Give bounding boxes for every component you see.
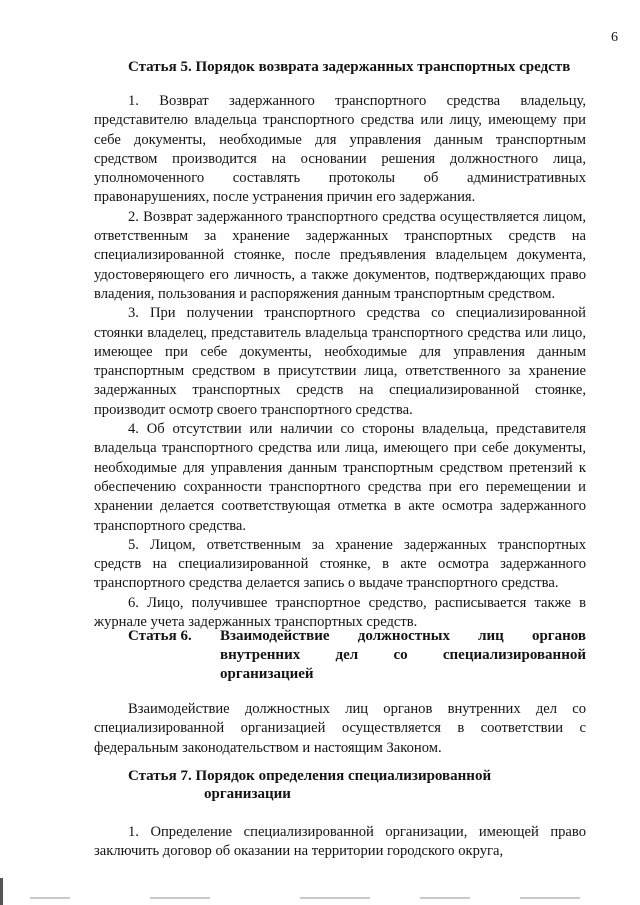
article-7-heading-line-2: организации (204, 786, 291, 802)
article-5-body (94, 92, 586, 632)
article-5-paragraph-1: 1. Возврат задержанного транспортного средства владельцу, представителю владельца транспортного средства или лицу, имеющему при себе документы, необходимые для управления данным транспортным средством производится на основании решения должностного лица, уполномоченного составлять протоколы об административных правонарушениях, после устранения причин его задержания. (94, 93, 586, 206)
article-7-body (94, 823, 586, 862)
article-5-paragraph-6: 6. Лицо, получившее транспортное средство, расписывается также в журнале учета задержанных транспортных средств. (94, 594, 586, 631)
article-7-heading-line-1: Статья 7. Порядок определения специализированной (128, 768, 492, 784)
scan-edge-dash (300, 897, 370, 899)
article-5-paragraph-3: 3. При получении транспортного средства со специализированной стоянки владелец, представитель владельца транспортного средства или лицо, имеющее при себе документы, необходимые для управления данным транспортным средством в присутствии лица, ответственного за хранение задержанных транспортных средств на специализированной стоянке, производит осмотр своего транспортного средства. (94, 305, 586, 418)
page-number: 6 (611, 30, 618, 45)
article-7-paragraph-1: 1. Определение специализированной организации, имеющей право заключить договор об оказании на территории городского округа, (94, 824, 586, 860)
article-5-paragraph-4: 4. Об отсутствии или наличии со стороны владельца, представителя владельца транспортного средства или лица, имеющего при себе документы, необходимые для управления данным транспортным средством претензий к обеспечению сохранности транспортного средства при его перемещении и хранении делается соответствующая отметка в акте осмотра задержанного транспортного средства. (94, 421, 586, 534)
article-7-heading (128, 767, 548, 803)
scan-edge-dash (520, 897, 580, 899)
scan-edge-dash (420, 897, 470, 899)
article-6-body (94, 700, 586, 758)
article-6-title: Взаимодействие должностных лиц органов внутренних дел со специализированной организацией (220, 628, 586, 682)
article-5-paragraph-5: 5. Лицом, ответственным за хранение задержанных транспортных средств на специализированной стоянке, в акте осмотра задержанного транспортного средства делается запись о выдаче транспортного средства. (94, 536, 586, 592)
scan-edge-mark (0, 878, 3, 905)
scan-edge-dash (30, 897, 70, 899)
article-6-label: Статья 6. (128, 628, 192, 644)
scan-edge-dash (150, 897, 210, 899)
article-5-paragraph-2: 2. Возврат задержанного транспортного средства осуществляется лицом, ответственным за хранение задержанных транспортных средств на специализированной стоянке, после предъявления владельцем документа, удостоверяющего его личность, а также документов, подтверждающих право владения, пользования и распоряжения данным транспортным средством. (94, 208, 586, 302)
article-5-heading: Статья 5. Порядок возврата задержанных транспортных средств (128, 59, 571, 75)
article-6-paragraph-1: Взаимодействие должностных лиц органов внутренних дел со специализированной организацией осуществляется в соответствии с федеральным законодательством и настоящим Законом. (94, 701, 586, 756)
